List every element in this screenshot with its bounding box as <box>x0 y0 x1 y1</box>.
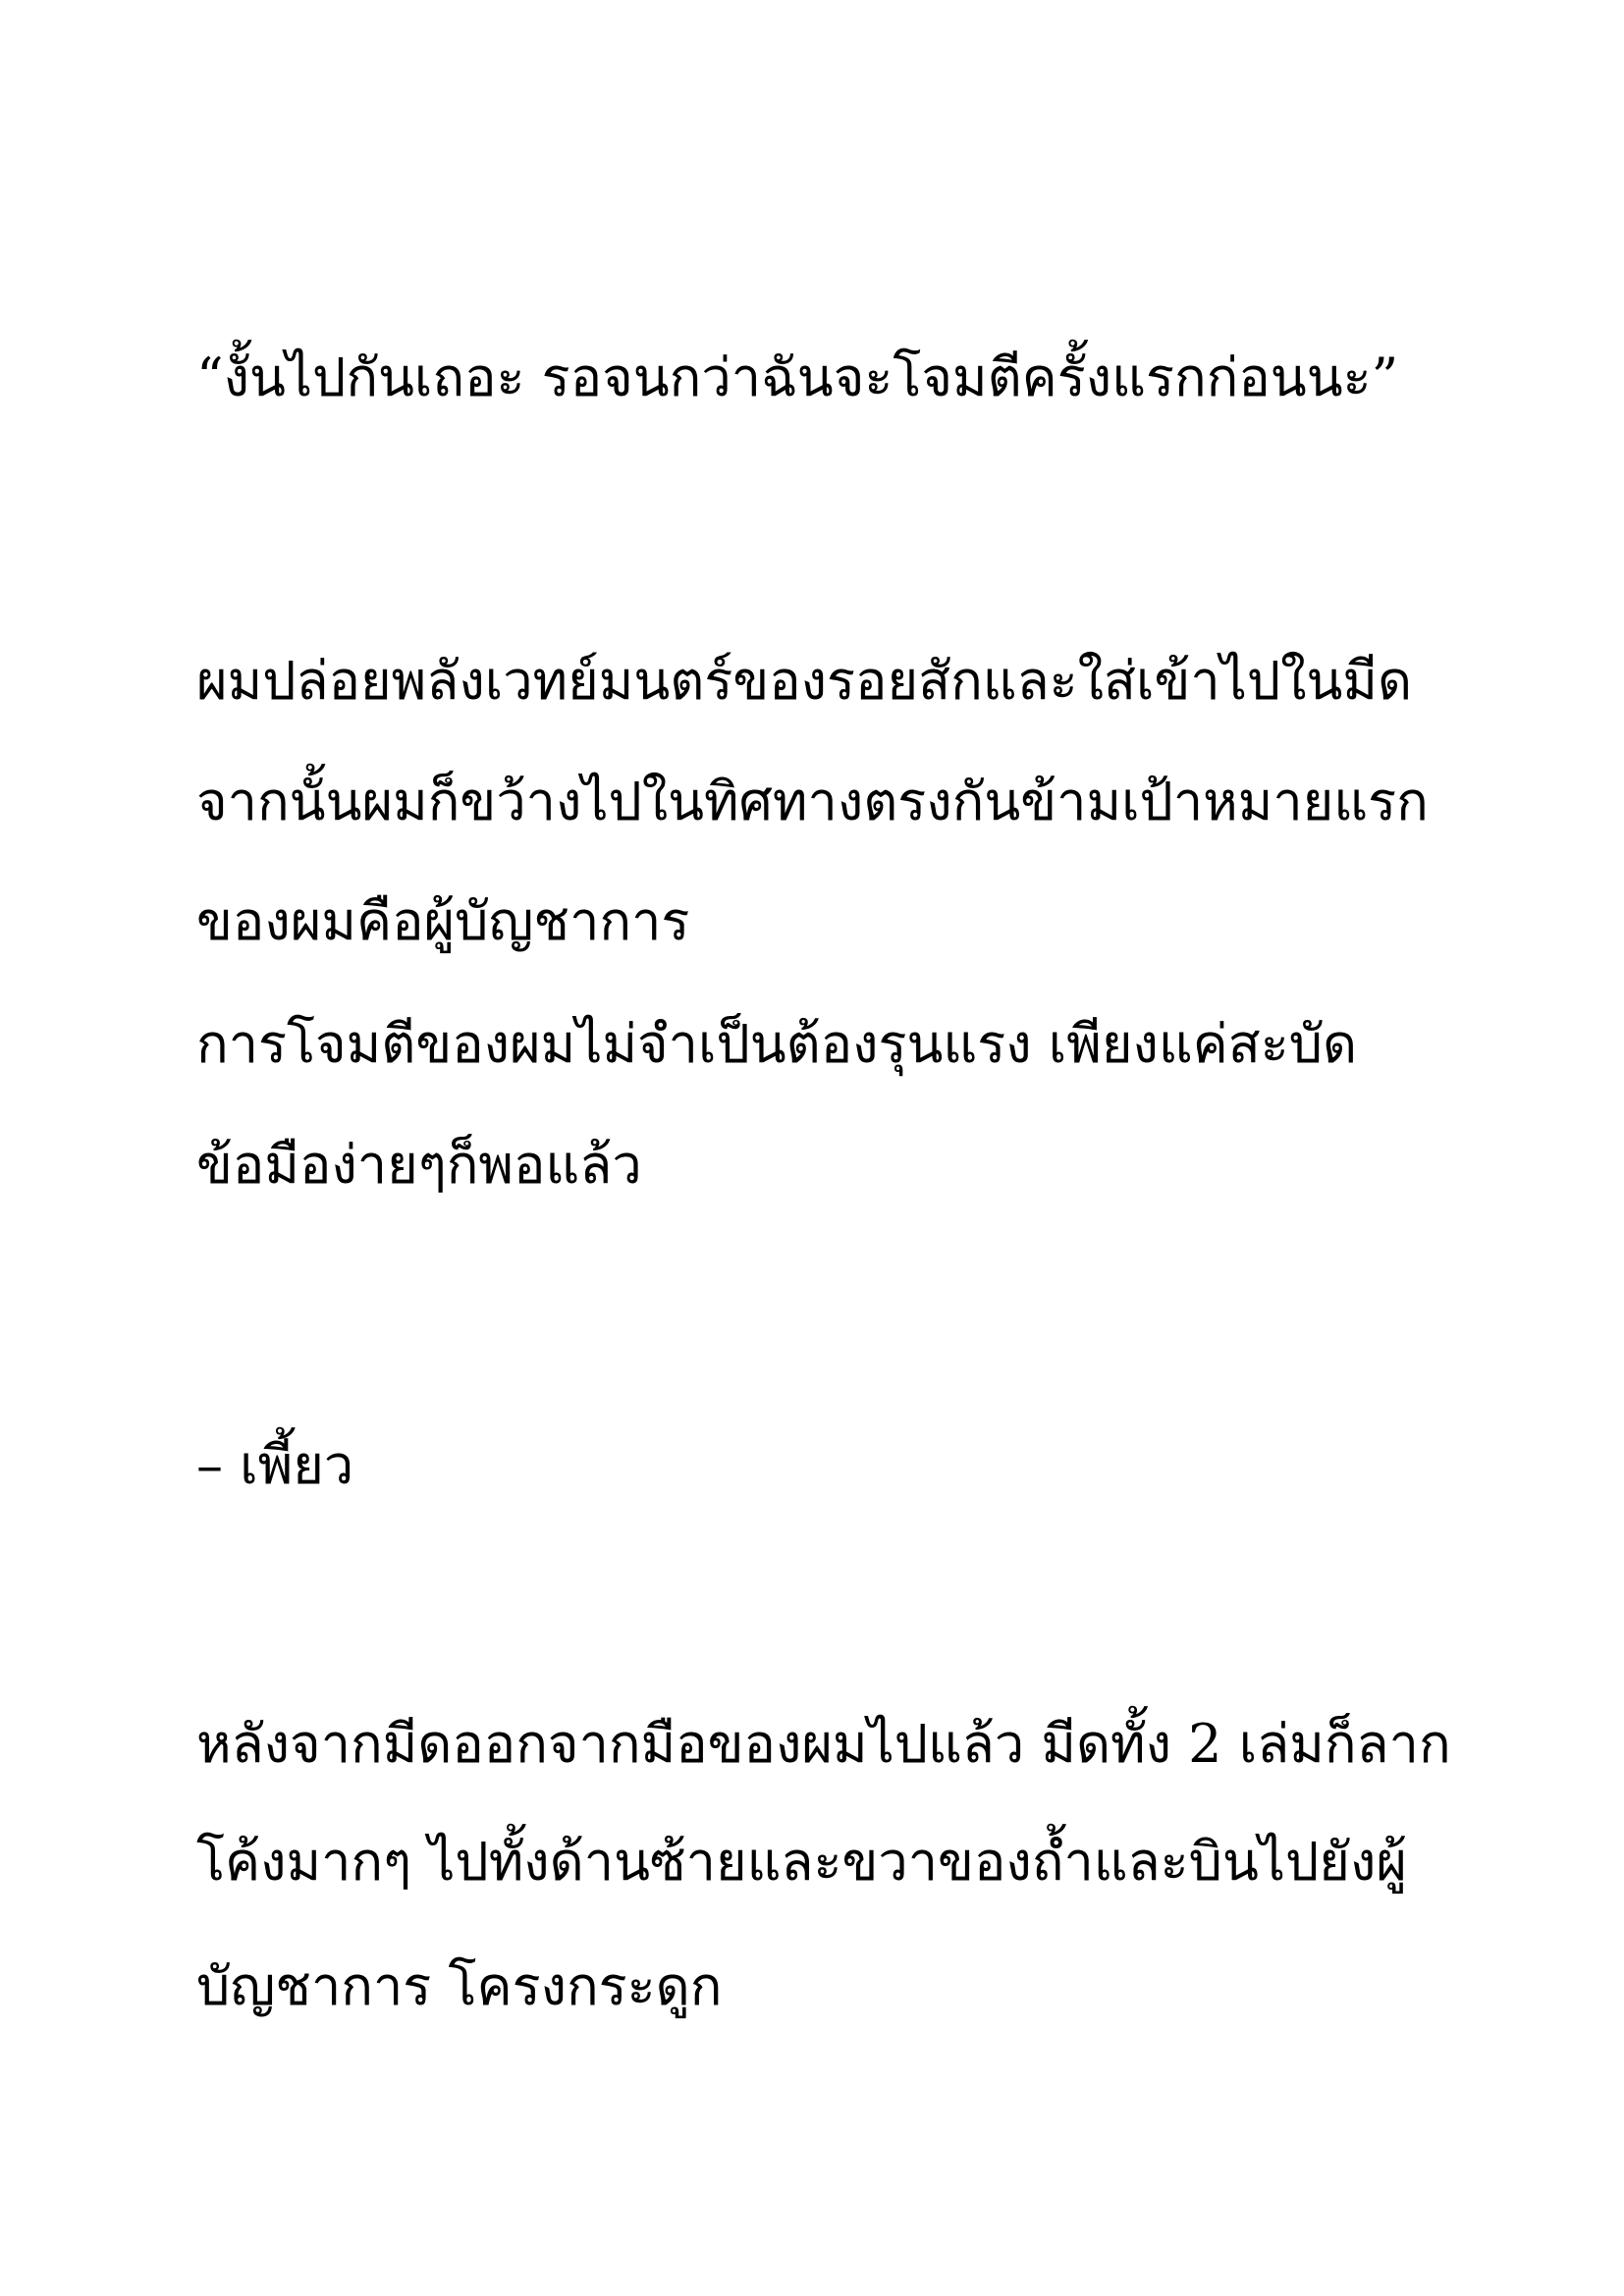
paragraph-line: จากนั้นผมก็ขว้างไปในทิศทางตรงกันข้ามเป้าหมายแรก <box>196 771 1429 832</box>
paragraph-line: การโจมตีของผมไม่จำเป็นต้องรุนแรง เพียงแค่สะบัด <box>196 1013 1358 1075</box>
sound-effect-line: – เพี้ยว <box>196 1434 354 1496</box>
paragraph-line: ผมปล่อยพลังเวทย์มนตร์ของรอยสักและใส่เข้าไปในมีด <box>196 650 1413 712</box>
paragraph-line: โค้งมากๆ ไปทั้งด้านซ้ายและขวาของถ้ำและบินไปยังผู้ <box>196 1831 1407 1893</box>
paragraph-line: หลังจากมีดออกจากมือของผมไปแล้ว มีดทั้ง 2 เล่มก็ลาก <box>196 1713 1451 1775</box>
paragraph-line: บัญชาการ โครงกระดูก <box>196 1955 723 2017</box>
paragraph-line: ของผมคือผู้บัญชาการ <box>196 890 690 952</box>
dialogue-line: “งั้นไปกันเถอะ รอจนกว่าฉันจะโจมตีครั้งแรกก่อนนะ” <box>196 347 1399 408</box>
paragraph-line: ข้อมือง่ายๆก็พอแล้ว <box>196 1134 642 1196</box>
